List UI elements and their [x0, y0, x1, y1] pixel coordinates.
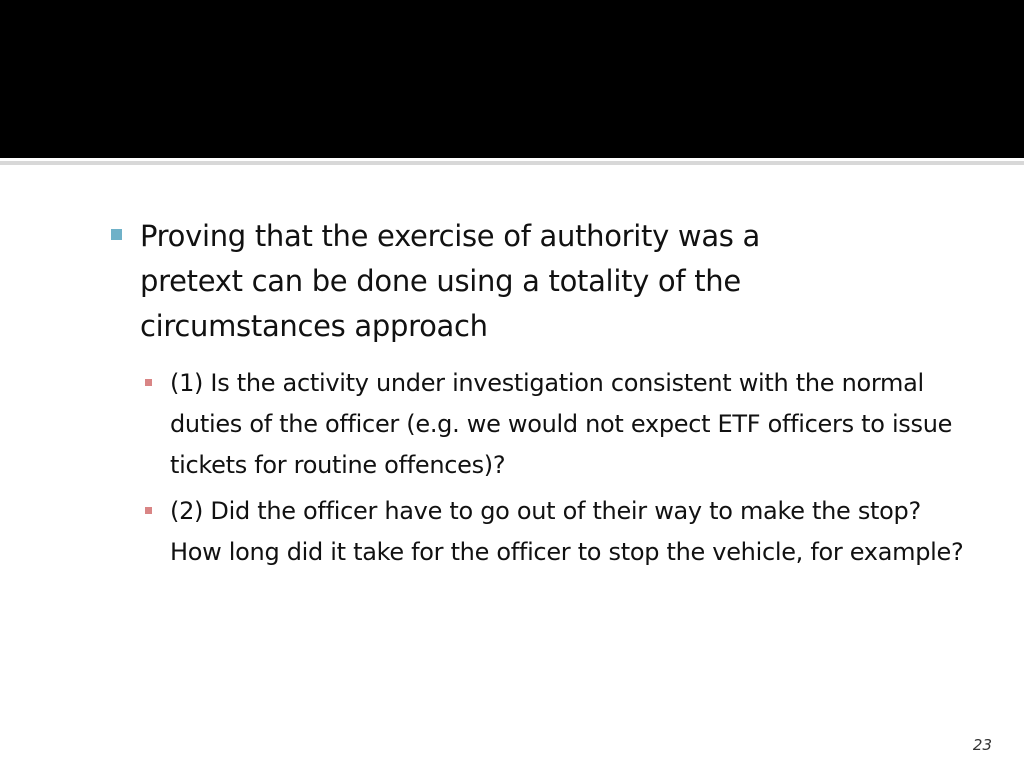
- small-square-bullet-icon: [145, 379, 152, 386]
- bullet-level-2: (1) Is the activity under investigation consistent with the normal duties of the officer (e.g. we would not expect ETF officers to issue tickets for routine offences)?: [170, 369, 953, 479]
- bullet-level-2: (2) Did the officer have to go out of their way to make the stop? How long did it take for the officer to stop the vehicle, for example?: [170, 497, 964, 566]
- small-square-bullet-icon: [145, 507, 152, 514]
- bullet-level-1: Proving that the exercise of authority was a pretext can be done using a totality of the circumstances approach: [140, 219, 760, 343]
- page-number: 23: [972, 736, 992, 754]
- square-bullet-icon: [111, 229, 122, 240]
